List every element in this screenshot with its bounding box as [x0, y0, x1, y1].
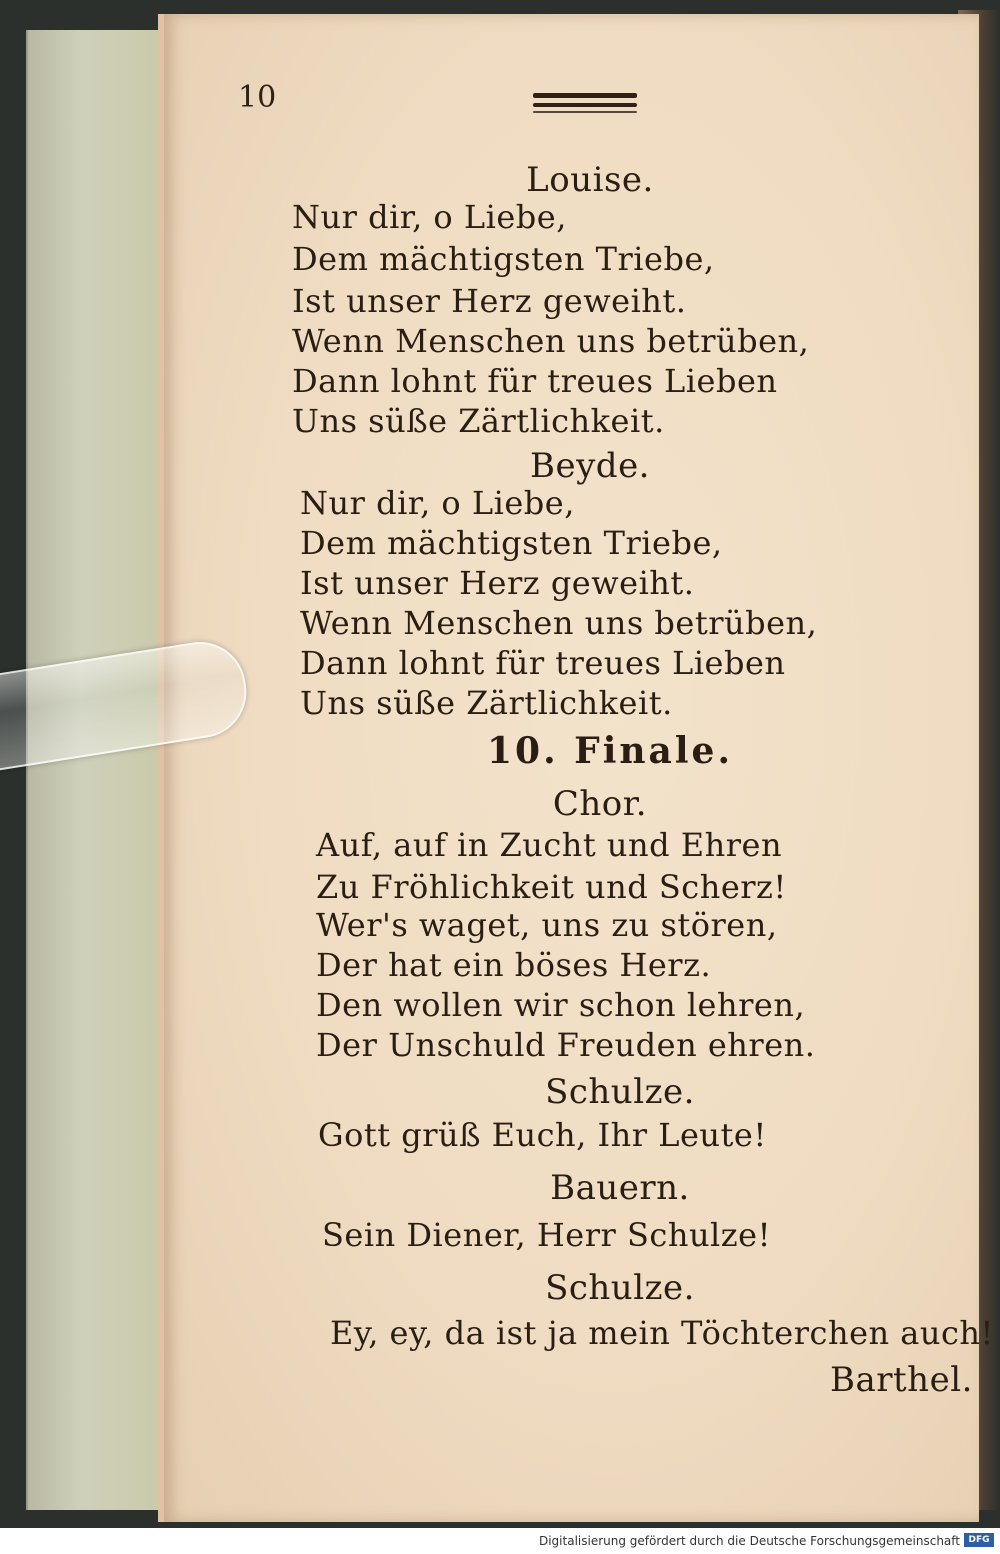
- verse-line: Ist unser Herz geweiht.: [300, 564, 695, 602]
- verse-line: Sein Diener, Herr Schulze!: [322, 1216, 771, 1254]
- speaker-name: Chor.: [552, 784, 648, 824]
- verse-line: Den wollen wir schon lehren,: [316, 986, 806, 1024]
- speaker-name: Bauern.: [550, 1168, 690, 1208]
- verse-line: Uns süße Zärtlichkeit.: [292, 402, 665, 440]
- page-number: 10: [238, 80, 277, 115]
- verse-line: Nur dir, o Liebe,: [300, 484, 575, 522]
- verse-line: Wenn Menschen uns betrüben,: [300, 604, 818, 642]
- verse-line: Dem mächtigsten Triebe,: [300, 524, 723, 562]
- footer-credit: Digitalisierung gefördert durch die Deutsche Forschungsgemeinschaft: [538, 1534, 960, 1548]
- verse-line: Dann lohnt für treues Lieben: [300, 644, 786, 682]
- verse-line: Dem mächtigsten Triebe,: [292, 240, 715, 278]
- verse-line: Gott grüß Euch, Ihr Leute!: [318, 1116, 767, 1154]
- verse-line: Ist unser Herz geweiht.: [292, 282, 687, 320]
- catchword: Barthel.: [830, 1360, 973, 1400]
- dfg-logo: DFG: [964, 1533, 994, 1547]
- section-heading: 10. Finale.: [486, 730, 733, 772]
- verse-line: Dann lohnt für treues Lieben: [292, 362, 778, 400]
- header-rule: [533, 111, 637, 113]
- header-rule: [533, 103, 637, 107]
- verse-line: Ey, ey, da ist ja mein Töchterchen auch!: [330, 1314, 994, 1352]
- verse-line: Nur dir, o Liebe,: [292, 198, 567, 236]
- verse-line: Zu Fröhlichkeit und Scherz!: [316, 868, 787, 906]
- footer-bar: [0, 1528, 1000, 1554]
- speaker-name: Beyde.: [529, 446, 650, 486]
- verse-line: Auf, auf in Zucht und Ehren: [316, 826, 783, 864]
- verse-line: Der Unschuld Freuden ehren.: [316, 1026, 816, 1064]
- verse-line: Der hat ein böses Herz.: [316, 946, 712, 984]
- speaker-name: Louise.: [526, 160, 654, 200]
- speaker-name: Schulze.: [545, 1072, 695, 1112]
- verse-line: Uns süße Zärtlichkeit.: [300, 684, 673, 722]
- header-rule: [533, 93, 637, 98]
- speaker-name: Schulze.: [545, 1268, 695, 1308]
- verse-line: Wenn Menschen uns betrüben,: [292, 322, 810, 360]
- verse-line: Wer's waget, uns zu stören,: [316, 906, 778, 944]
